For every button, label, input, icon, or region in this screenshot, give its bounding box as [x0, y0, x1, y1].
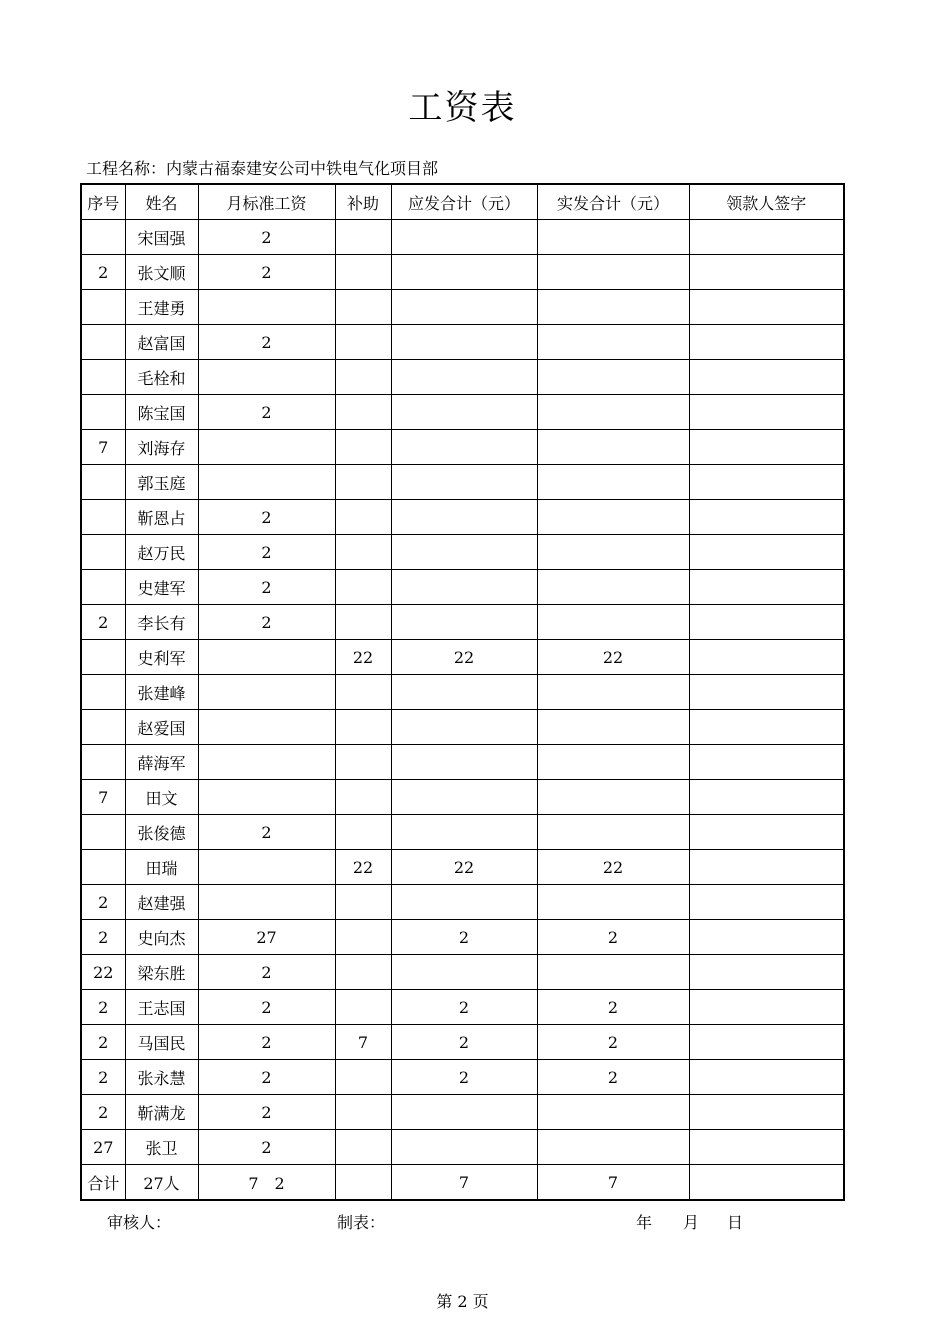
cell-base-salary: 2	[198, 605, 335, 640]
header-cell-name: 姓名	[125, 184, 198, 220]
cell-name: 赵富国	[125, 325, 198, 360]
cell-signature	[689, 570, 844, 605]
cell-base-salary: 2	[198, 255, 335, 290]
date-year: 年	[636, 1213, 653, 1232]
cell-name: 王建勇	[125, 290, 198, 325]
cell-gross-total	[391, 605, 537, 640]
table-row	[81, 990, 844, 1025]
cell-gross-total	[391, 255, 537, 290]
cell-allowance	[335, 605, 391, 640]
cell-allowance	[335, 290, 391, 325]
cell-net-total	[537, 1095, 689, 1130]
cell-signature	[689, 430, 844, 465]
cell-net-total	[537, 360, 689, 395]
cell-gross-total	[391, 955, 537, 990]
cell-allowance	[335, 325, 391, 360]
cell-index: 7	[81, 780, 125, 815]
cell-name: 张俊德	[125, 815, 198, 850]
table-row	[81, 220, 844, 255]
cell-signature	[689, 255, 844, 290]
cell-signature	[689, 640, 844, 675]
cell-gross-total: 22	[391, 640, 537, 675]
cell-base-salary: 2	[198, 955, 335, 990]
cell-index	[81, 640, 125, 675]
cell-index: 22	[81, 955, 125, 990]
cell-signature	[689, 605, 844, 640]
cell-base-salary: 2	[198, 220, 335, 255]
cell-gross-total	[391, 1130, 537, 1165]
salary-table-body	[81, 184, 844, 1200]
cell-name: 刘海存	[125, 430, 198, 465]
cell-gross-total	[391, 465, 537, 500]
cell-base-salary: 7 2	[198, 1165, 335, 1201]
cell-net-total: 2	[537, 920, 689, 955]
cell-net-total	[537, 255, 689, 290]
cell-base-salary: 27	[198, 920, 335, 955]
cell-signature	[689, 710, 844, 745]
cell-signature	[689, 1095, 844, 1130]
table-row	[81, 325, 844, 360]
cell-net-total	[537, 745, 689, 780]
table-row	[81, 710, 844, 745]
cell-allowance	[335, 535, 391, 570]
cell-net-total	[537, 290, 689, 325]
date-day: 日	[727, 1213, 744, 1232]
cell-base-salary	[198, 465, 335, 500]
cell-net-total	[537, 1130, 689, 1165]
cell-gross-total	[391, 885, 537, 920]
cell-base-salary	[198, 360, 335, 395]
table-row	[81, 535, 844, 570]
cell-net-total	[537, 570, 689, 605]
cell-base-salary: 2	[198, 990, 335, 1025]
cell-gross-total: 22	[391, 850, 537, 885]
table-row	[81, 1130, 844, 1165]
cell-signature	[689, 850, 844, 885]
cell-index: 2	[81, 1095, 125, 1130]
cell-signature	[689, 1060, 844, 1095]
cell-signature	[689, 1130, 844, 1165]
table-row	[81, 395, 844, 430]
cell-gross-total	[391, 430, 537, 465]
cell-net-total	[537, 500, 689, 535]
cell-name: 27人	[125, 1165, 198, 1201]
cell-base-salary: 2	[198, 1130, 335, 1165]
cell-allowance	[335, 220, 391, 255]
cell-base-salary	[198, 850, 335, 885]
cell-net-total: 22	[537, 640, 689, 675]
cell-base-salary	[198, 675, 335, 710]
cell-base-salary: 2	[198, 1060, 335, 1095]
cell-base-salary: 2	[198, 395, 335, 430]
cell-gross-total	[391, 500, 537, 535]
cell-base-salary	[198, 640, 335, 675]
table-row	[81, 850, 844, 885]
cell-base-salary: 2	[198, 500, 335, 535]
cell-base-salary	[198, 780, 335, 815]
cell-net-total: 22	[537, 850, 689, 885]
cell-base-salary	[198, 745, 335, 780]
table-row	[81, 1025, 844, 1060]
header-cell-base-salary: 月标准工资	[198, 184, 335, 220]
cell-allowance	[335, 465, 391, 500]
cell-signature	[689, 290, 844, 325]
cell-net-total: 2	[537, 1060, 689, 1095]
cell-net-total: 2	[537, 990, 689, 1025]
cell-name: 张卫	[125, 1130, 198, 1165]
cell-gross-total	[391, 675, 537, 710]
cell-net-total	[537, 675, 689, 710]
cell-signature	[689, 1165, 844, 1201]
cell-name: 史建军	[125, 570, 198, 605]
cell-gross-total	[391, 815, 537, 850]
cell-signature	[689, 535, 844, 570]
table-row	[81, 920, 844, 955]
cell-name: 陈宝国	[125, 395, 198, 430]
cell-allowance	[335, 500, 391, 535]
cell-index: 2	[81, 1025, 125, 1060]
table-row	[81, 290, 844, 325]
cell-net-total	[537, 815, 689, 850]
cell-allowance	[335, 430, 391, 465]
cell-gross-total: 7	[391, 1165, 537, 1201]
header-cell-allowance: 补助	[335, 184, 391, 220]
cell-net-total	[537, 605, 689, 640]
cell-allowance	[335, 710, 391, 745]
cell-index	[81, 850, 125, 885]
cell-gross-total	[391, 535, 537, 570]
cell-name: 靳恩占	[125, 500, 198, 535]
cell-gross-total	[391, 220, 537, 255]
cell-net-total	[537, 220, 689, 255]
cell-index	[81, 535, 125, 570]
table-row	[81, 675, 844, 710]
cell-signature	[689, 780, 844, 815]
cell-gross-total: 2	[391, 1025, 537, 1060]
cell-base-salary: 2	[198, 570, 335, 605]
table-row	[81, 745, 844, 780]
project-name: 工程名称：内蒙古福泰建安公司中铁电气化项目部	[86, 159, 439, 178]
table-row	[81, 1060, 844, 1095]
salary-table	[80, 183, 845, 1201]
table-row	[81, 1095, 844, 1130]
cell-name: 张建峰	[125, 675, 198, 710]
cell-index: 7	[81, 430, 125, 465]
cell-index: 2	[81, 605, 125, 640]
cell-index: 2	[81, 920, 125, 955]
cell-signature	[689, 885, 844, 920]
reviewer-label: 审核人：	[107, 1213, 172, 1232]
table-row	[81, 360, 844, 395]
cell-index	[81, 745, 125, 780]
cell-signature	[689, 220, 844, 255]
cell-allowance: 22	[335, 640, 391, 675]
document-title: 工资表	[408, 88, 517, 128]
cell-base-salary	[198, 710, 335, 745]
cell-name: 薛海军	[125, 745, 198, 780]
cell-index	[81, 220, 125, 255]
cell-net-total	[537, 395, 689, 430]
cell-signature	[689, 675, 844, 710]
cell-base-salary: 2	[198, 325, 335, 360]
cell-gross-total	[391, 325, 537, 360]
table-row	[81, 430, 844, 465]
cell-base-salary	[198, 290, 335, 325]
header-cell-net-total: 实发合计（元）	[537, 184, 689, 220]
cell-gross-total	[391, 395, 537, 430]
cell-name: 赵爱国	[125, 710, 198, 745]
cell-index	[81, 500, 125, 535]
cell-allowance	[335, 885, 391, 920]
cell-allowance	[335, 1095, 391, 1130]
cell-gross-total: 2	[391, 920, 537, 955]
cell-index: 2	[81, 990, 125, 1025]
header-cell-signature: 领款人签字	[689, 184, 844, 220]
cell-allowance	[335, 1165, 391, 1201]
cell-name: 田瑞	[125, 850, 198, 885]
table-row	[81, 955, 844, 990]
cell-name: 田文	[125, 780, 198, 815]
cell-net-total	[537, 535, 689, 570]
cell-name: 李长有	[125, 605, 198, 640]
cell-signature	[689, 465, 844, 500]
cell-index	[81, 290, 125, 325]
cell-allowance	[335, 780, 391, 815]
cell-net-total	[537, 710, 689, 745]
page-number: 第 2 页	[436, 1292, 489, 1311]
cell-index: 合计	[81, 1165, 125, 1201]
cell-signature	[689, 955, 844, 990]
cell-index	[81, 675, 125, 710]
table-row	[81, 255, 844, 290]
cell-signature	[689, 1025, 844, 1060]
table-row	[81, 640, 844, 675]
table-row	[81, 780, 844, 815]
cell-allowance	[335, 1060, 391, 1095]
cell-signature	[689, 325, 844, 360]
cell-gross-total	[391, 360, 537, 395]
cell-name: 马国民	[125, 1025, 198, 1060]
cell-index: 2	[81, 255, 125, 290]
table-row	[81, 605, 844, 640]
cell-allowance	[335, 1130, 391, 1165]
cell-gross-total	[391, 780, 537, 815]
cell-allowance	[335, 395, 391, 430]
cell-net-total	[537, 780, 689, 815]
cell-gross-total	[391, 745, 537, 780]
cell-net-total: 7	[537, 1165, 689, 1201]
cell-allowance	[335, 570, 391, 605]
cell-name: 张文顺	[125, 255, 198, 290]
cell-gross-total	[391, 570, 537, 605]
cell-net-total	[537, 955, 689, 990]
cell-allowance	[335, 745, 391, 780]
cell-base-salary	[198, 430, 335, 465]
cell-base-salary: 2	[198, 1025, 335, 1060]
cell-name: 赵万民	[125, 535, 198, 570]
cell-signature	[689, 815, 844, 850]
cell-name: 梁东胜	[125, 955, 198, 990]
maker-label: 制表：	[337, 1213, 386, 1232]
cell-signature	[689, 360, 844, 395]
cell-gross-total	[391, 1095, 537, 1130]
table-row	[81, 500, 844, 535]
cell-allowance	[335, 920, 391, 955]
cell-allowance	[335, 360, 391, 395]
date-month: 月	[683, 1213, 700, 1232]
total-row	[81, 1165, 844, 1201]
cell-signature	[689, 500, 844, 535]
cell-index	[81, 465, 125, 500]
cell-index: 27	[81, 1130, 125, 1165]
table-row	[81, 465, 844, 500]
cell-signature	[689, 395, 844, 430]
cell-base-salary	[198, 885, 335, 920]
cell-net-total	[537, 325, 689, 360]
cell-signature	[689, 745, 844, 780]
cell-gross-total	[391, 710, 537, 745]
cell-allowance	[335, 255, 391, 290]
cell-base-salary: 2	[198, 815, 335, 850]
cell-index: 2	[81, 1060, 125, 1095]
cell-allowance: 22	[335, 850, 391, 885]
table-row	[81, 885, 844, 920]
cell-allowance	[335, 675, 391, 710]
cell-name: 赵建强	[125, 885, 198, 920]
cell-name: 靳满龙	[125, 1095, 198, 1130]
cell-gross-total: 2	[391, 990, 537, 1025]
cell-signature	[689, 990, 844, 1025]
cell-base-salary: 2	[198, 535, 335, 570]
cell-signature	[689, 920, 844, 955]
cell-index	[81, 570, 125, 605]
table-row	[81, 815, 844, 850]
header-cell-gross-total: 应发合计（元）	[391, 184, 537, 220]
table-row	[81, 570, 844, 605]
cell-name: 郭玉庭	[125, 465, 198, 500]
cell-net-total	[537, 885, 689, 920]
cell-name: 毛栓和	[125, 360, 198, 395]
cell-index: 2	[81, 885, 125, 920]
cell-index	[81, 710, 125, 745]
cell-index	[81, 360, 125, 395]
cell-gross-total	[391, 290, 537, 325]
header-row	[81, 184, 844, 220]
header-cell-index: 序号	[81, 184, 125, 220]
cell-allowance	[335, 990, 391, 1025]
cell-name: 史利军	[125, 640, 198, 675]
cell-base-salary: 2	[198, 1095, 335, 1130]
cell-name: 张永慧	[125, 1060, 198, 1095]
cell-index	[81, 395, 125, 430]
cell-net-total: 2	[537, 1025, 689, 1060]
cell-name: 王志国	[125, 990, 198, 1025]
cell-allowance	[335, 815, 391, 850]
cell-index	[81, 815, 125, 850]
cell-allowance	[335, 955, 391, 990]
cell-name: 史向杰	[125, 920, 198, 955]
cell-index	[81, 325, 125, 360]
cell-name: 宋国强	[125, 220, 198, 255]
cell-gross-total: 2	[391, 1060, 537, 1095]
cell-allowance: 7	[335, 1025, 391, 1060]
cell-net-total	[537, 465, 689, 500]
cell-net-total	[537, 430, 689, 465]
